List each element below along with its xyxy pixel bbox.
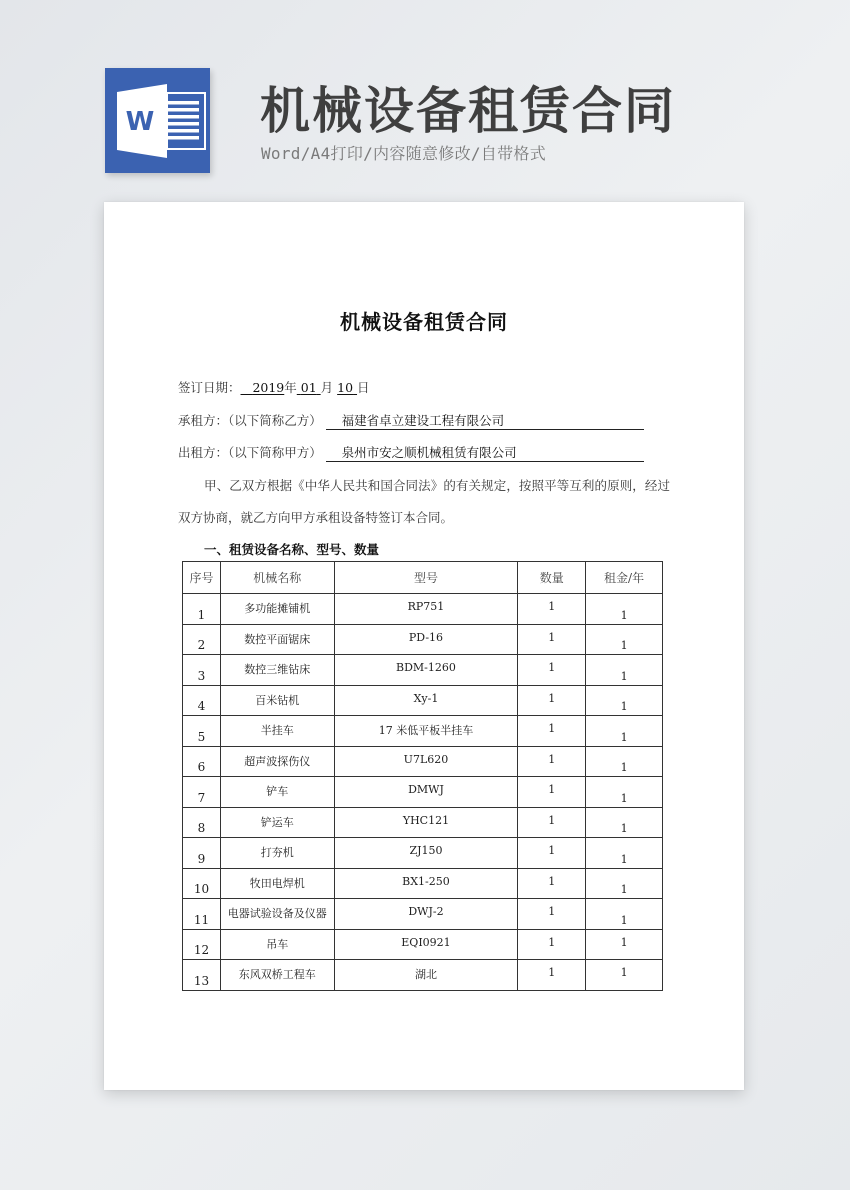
header-qty: 数量	[518, 562, 586, 594]
cell-rent: 1	[586, 716, 663, 747]
cell-seq: 6	[183, 746, 221, 777]
sign-date-month: 01	[300, 380, 317, 395]
cell-qty: 1	[518, 716, 586, 747]
table-row	[183, 685, 663, 716]
table-row	[183, 868, 663, 899]
cell-model: DMWJ	[334, 777, 518, 808]
cell-seq: 8	[183, 807, 221, 838]
sign-date-label: 签订日期：	[178, 380, 241, 395]
year-unit: 年	[284, 380, 297, 395]
cell-seq: 12	[183, 929, 221, 960]
cell-model: RP751	[334, 594, 518, 625]
table-row	[183, 838, 663, 869]
cell-rent: 1	[586, 685, 663, 716]
cell-seq: 11	[183, 899, 221, 930]
word-app-icon	[105, 68, 210, 173]
lessee-label: 承租方：（以下简称乙方）	[178, 413, 322, 428]
cell-name: 多功能摊铺机	[220, 594, 334, 625]
cell-name: 数控平面锯床	[220, 624, 334, 655]
cell-name: 东风双桥工程车	[220, 960, 334, 991]
section-1-heading: 一、租赁设备名称、型号、数量	[204, 542, 380, 557]
cell-name: 牧田电焊机	[220, 868, 334, 899]
header-name: 机械名称	[220, 562, 334, 594]
table-row	[183, 716, 663, 747]
cell-seq: 5	[183, 716, 221, 747]
table-row	[183, 624, 663, 655]
cell-rent: 1	[586, 594, 663, 625]
lessor-line	[178, 447, 644, 462]
document-page	[104, 202, 744, 1090]
cell-name: 百米钻机	[220, 685, 334, 716]
cell-rent: 1	[586, 838, 663, 869]
cell-qty: 1	[518, 807, 586, 838]
lessee-line	[178, 415, 644, 430]
table-row	[183, 746, 663, 777]
cell-seq: 2	[183, 624, 221, 655]
cell-name: 超声波探伤仪	[220, 746, 334, 777]
document-title: 机械设备租赁合同	[340, 310, 508, 334]
cell-qty: 1	[518, 868, 586, 899]
cell-qty: 1	[518, 594, 586, 625]
cell-model: 湖北	[334, 960, 518, 991]
banner-subtitle: Word/A4打印/内容随意修改/自带格式	[261, 144, 546, 163]
banner-title: 机械设备租赁合同	[260, 82, 676, 140]
cell-model: Xy-1	[334, 685, 518, 716]
cell-qty: 1	[518, 777, 586, 808]
table-header-row	[183, 562, 663, 594]
cell-name: 数控三维钻床	[220, 655, 334, 686]
cell-seq: 1	[183, 594, 221, 625]
lessor-value: 泉州市安之顺机械租赁有限公司	[326, 447, 644, 462]
cell-model: EQI0921	[334, 929, 518, 960]
cell-model: ZJ150	[334, 838, 518, 869]
cell-seq: 13	[183, 960, 221, 991]
svg-text:W: W	[125, 107, 155, 137]
sign-date-line	[178, 382, 370, 395]
table-row	[183, 899, 663, 930]
cell-qty: 1	[518, 624, 586, 655]
cell-seq: 10	[183, 868, 221, 899]
cell-qty: 1	[518, 685, 586, 716]
cell-model: YHC121	[334, 807, 518, 838]
table-row	[183, 807, 663, 838]
cell-qty: 1	[518, 838, 586, 869]
cell-model: U7L620	[334, 746, 518, 777]
cell-name: 铲车	[220, 777, 334, 808]
cell-rent: 1	[586, 960, 663, 991]
table-row	[183, 929, 663, 960]
cell-rent: 1	[586, 777, 663, 808]
cell-name: 半挂车	[220, 716, 334, 747]
cell-rent: 1	[586, 807, 663, 838]
cell-rent: 1	[586, 899, 663, 930]
cell-seq: 3	[183, 655, 221, 686]
month-unit: 月	[320, 380, 334, 395]
cell-rent: 1	[586, 868, 663, 899]
cell-model: 17 米低平板半挂车	[334, 716, 518, 747]
header-rent: 租金/年	[586, 562, 663, 594]
cell-name: 吊车	[220, 929, 334, 960]
word-document-icon	[105, 68, 210, 173]
cell-name: 打夯机	[220, 838, 334, 869]
cell-model: BX1-250	[334, 868, 518, 899]
sign-date-day: 10	[337, 380, 354, 395]
table-row	[183, 777, 663, 808]
cell-rent: 1	[586, 929, 663, 960]
table-row	[183, 655, 663, 686]
cell-qty: 1	[518, 899, 586, 930]
cell-rent: 1	[586, 655, 663, 686]
lessee-value: 福建省卓立建设工程有限公司	[326, 415, 644, 430]
table-row	[183, 960, 663, 991]
cell-name: 铲运车	[220, 807, 334, 838]
day-unit: 日	[357, 380, 370, 395]
table-row	[183, 594, 663, 625]
cell-model: DWJ-2	[334, 899, 518, 930]
cell-qty: 1	[518, 746, 586, 777]
cell-model: BDM-1260	[334, 655, 518, 686]
sign-date-year: 2019	[252, 380, 285, 395]
intro-paragraph: 甲、乙双方根据《中华人民共和国合同法》的有关规定，按照平等互利的原则，经过双方协商，就乙方向甲方承租设备特签订本合同。	[178, 478, 670, 525]
cell-qty: 1	[518, 929, 586, 960]
cell-qty: 1	[518, 655, 586, 686]
cell-name: 电器试验设备及仪器	[220, 899, 334, 930]
header-model: 型号	[334, 562, 518, 594]
equipment-table	[182, 561, 663, 991]
cell-model: PD-16	[334, 624, 518, 655]
header-seq: 序号	[183, 562, 221, 594]
cell-rent: 1	[586, 746, 663, 777]
cell-qty: 1	[518, 960, 586, 991]
cell-seq: 7	[183, 777, 221, 808]
cell-rent: 1	[586, 624, 663, 655]
cell-seq: 9	[183, 838, 221, 869]
lessor-label: 出租方：（以下简称甲方）	[178, 445, 322, 460]
cell-seq: 4	[183, 685, 221, 716]
